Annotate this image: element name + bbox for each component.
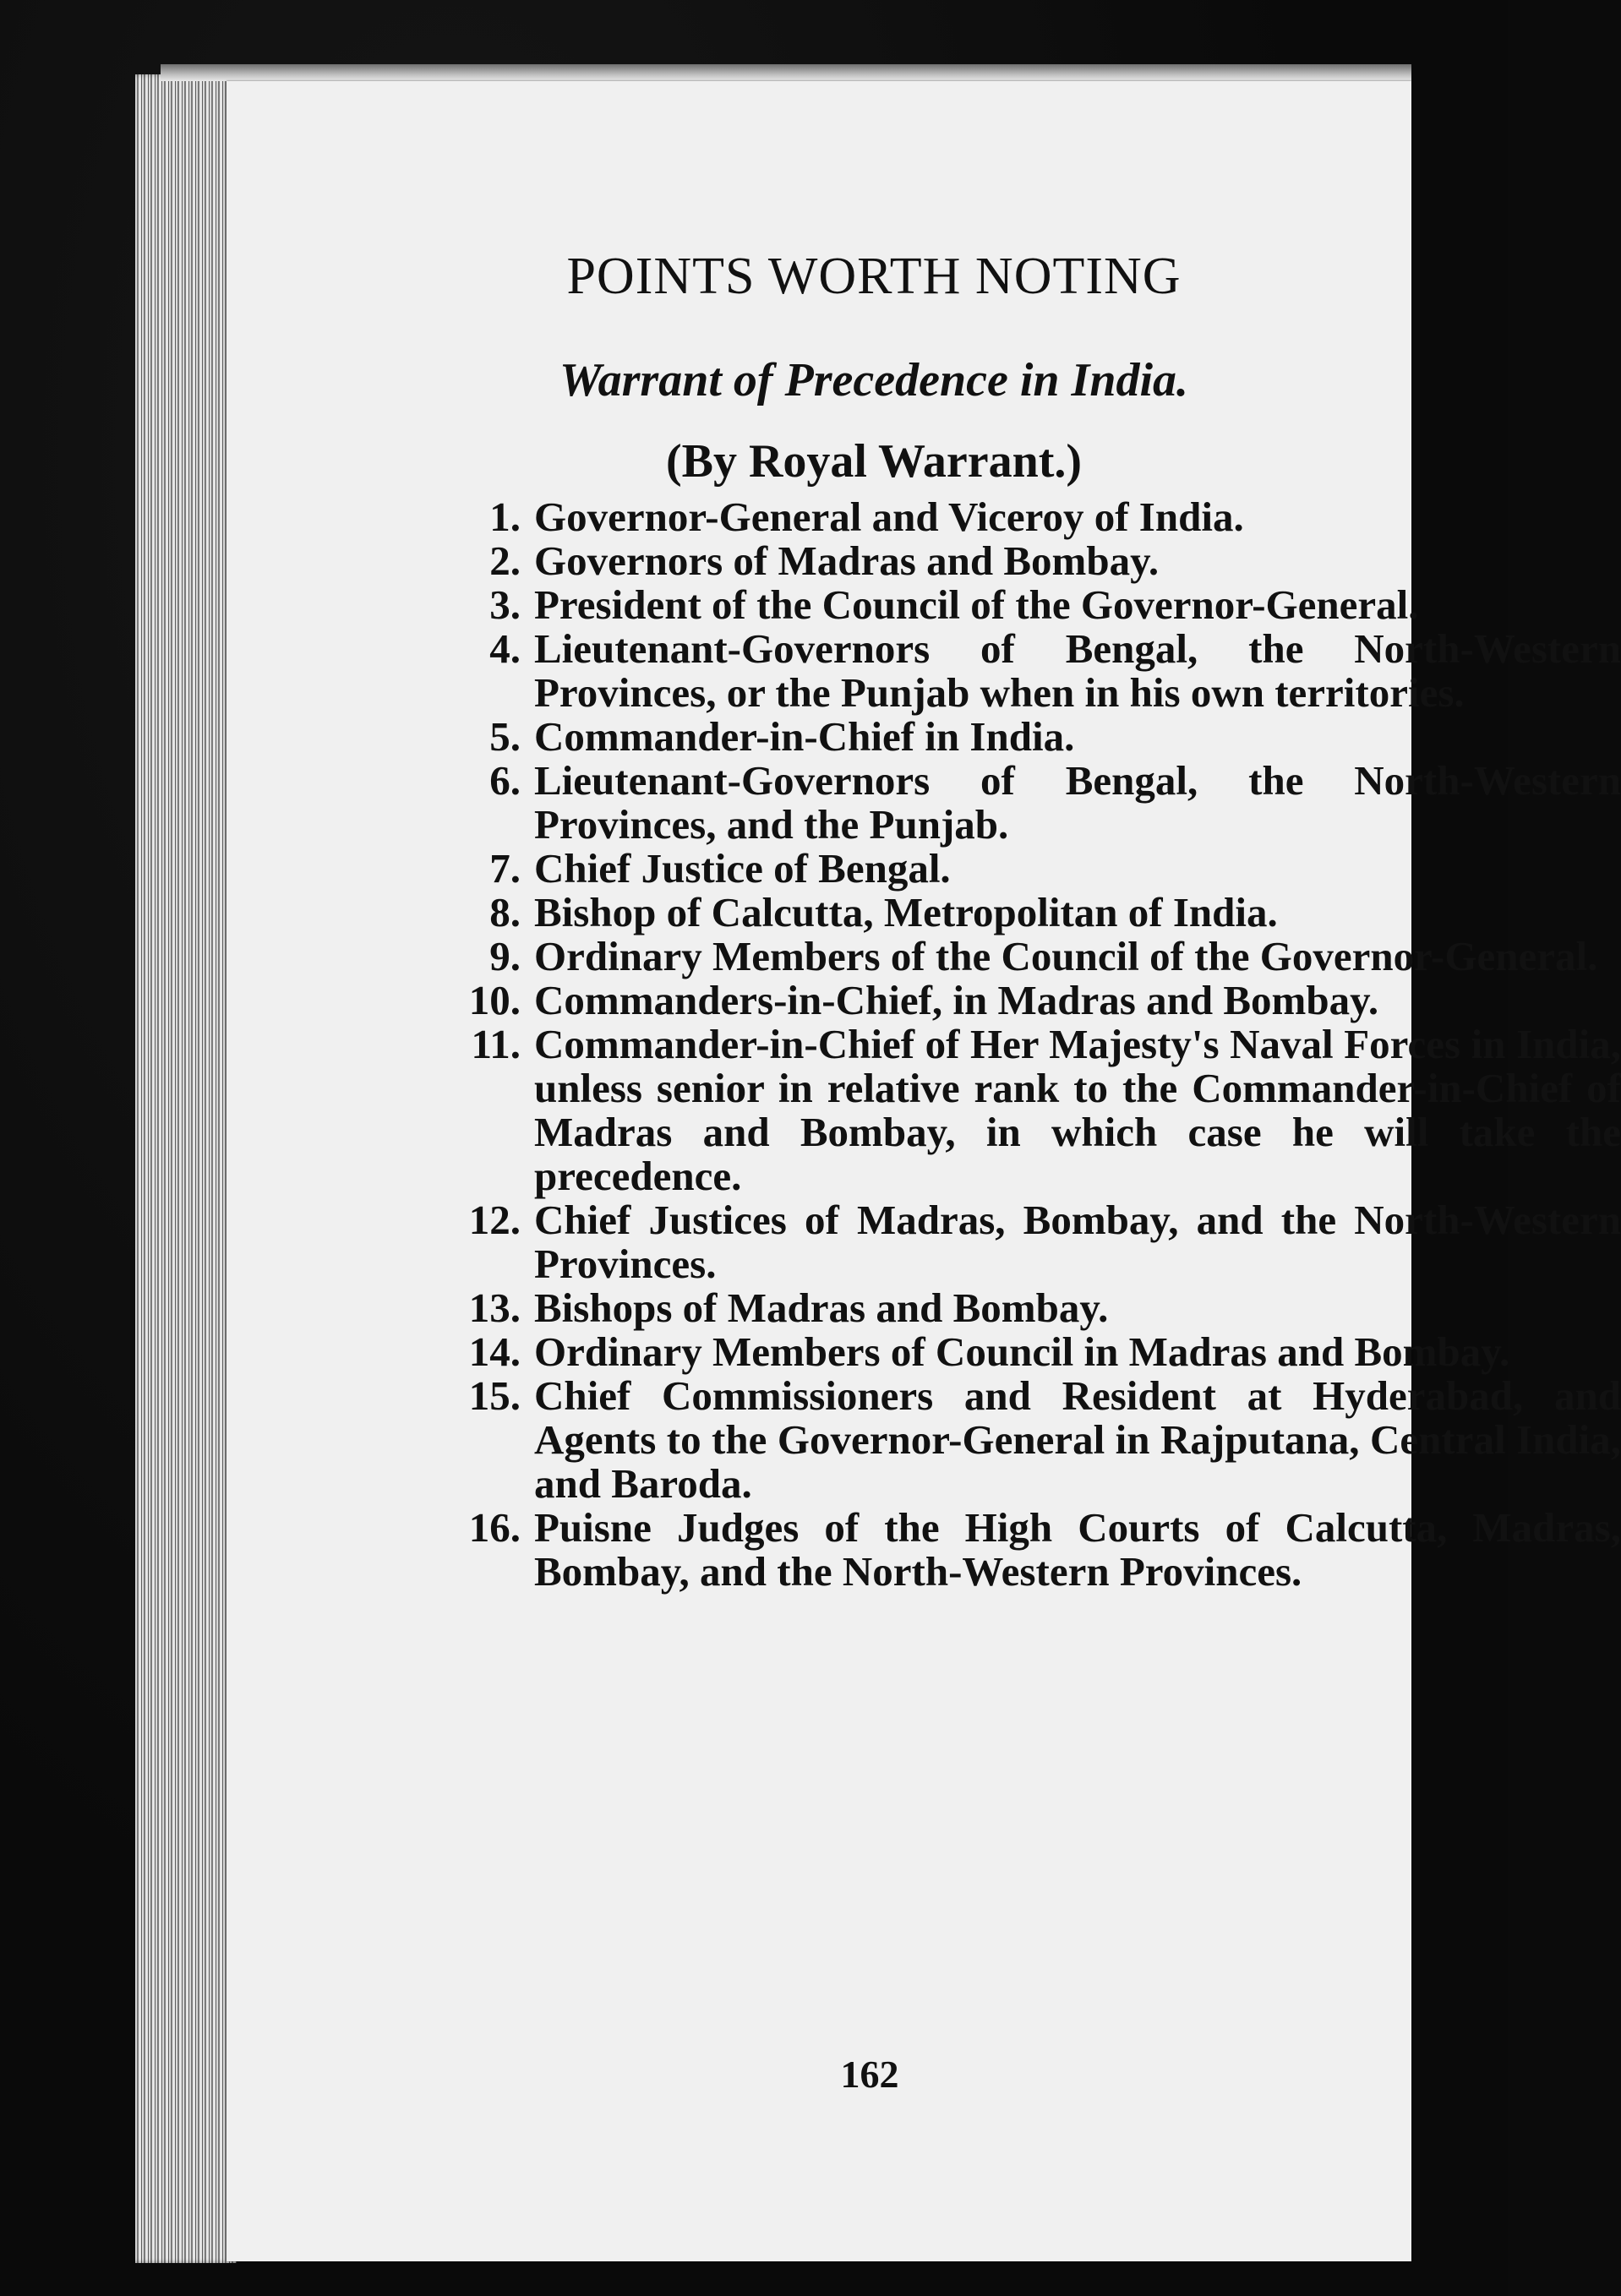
list-item: [441, 1506, 1621, 1594]
list-item: [441, 935, 1621, 979]
item-text: Commanders-in-Chief, in Madras and Bombay.: [534, 977, 1379, 1023]
item-number: 1.: [489, 494, 521, 540]
item-text: Chief Justice of Bengal.: [534, 845, 951, 892]
section-authority: (By Royal Warrant.): [665, 435, 1083, 488]
precedence-list: [441, 495, 1621, 1594]
page-number: 162: [840, 2053, 899, 2096]
item-number: 10.: [468, 977, 521, 1023]
item-number: 6.: [489, 757, 521, 804]
list-item: [441, 1198, 1621, 1286]
item-text: Chief Justices of Madras, Bombay, and the North-Western Provinces.: [534, 1197, 1621, 1287]
item-number: 8.: [489, 889, 521, 935]
item-text: Governors of Madras and Bombay.: [534, 537, 1160, 584]
item-number: 14.: [468, 1328, 521, 1375]
list-item: [441, 583, 1621, 627]
item-text: Bishops of Madras and Bombay.: [534, 1284, 1109, 1331]
item-text: Governor-General and Viceroy of India.: [534, 494, 1244, 540]
item-number: 7.: [489, 845, 521, 892]
list-item: [441, 1286, 1621, 1330]
item-text: Puisne Judges of the High Courts of Calcutta, Madras, Bombay, and the North-Western Provinces.: [534, 1504, 1621, 1595]
item-number: 12.: [468, 1197, 521, 1243]
book-top-edge: [161, 64, 1411, 81]
book-page-edges: [135, 74, 237, 2263]
item-number: 16.: [468, 1504, 521, 1551]
list-item: [441, 979, 1621, 1023]
item-text: Commander-in-Chief in India.: [534, 713, 1075, 760]
item-text: Ordinary Members of Council in Madras and Bombay.: [534, 1328, 1510, 1375]
page-content: [227, 81, 1621, 2261]
list-item: [441, 847, 1621, 891]
list-item: [441, 715, 1621, 759]
item-number: 11.: [471, 1021, 521, 1067]
item-text: Lieutenant-Governors of Bengal, the North-Western Provinces, and the Punjab.: [534, 757, 1621, 848]
section-title: Warrant of Precedence in India.: [559, 354, 1189, 406]
item-text: Commander-in-Chief of Her Majesty's Naval Forces in India, unless senior in relative rank to the Commander-in-Chief of Madras and Bombay, in which case he will take the precedence.: [534, 1021, 1621, 1199]
item-number: 4.: [489, 625, 521, 672]
book-page: [227, 81, 1621, 2261]
list-item: [441, 891, 1621, 935]
list-item: [441, 495, 1621, 539]
list-item: [441, 759, 1621, 847]
list-item: [441, 1374, 1621, 1506]
list-item: [441, 539, 1621, 583]
item-number: 13.: [468, 1284, 521, 1331]
list-item: [441, 1023, 1621, 1198]
item-number: 3.: [489, 581, 521, 628]
list-item: [441, 1330, 1621, 1374]
item-number: 5.: [489, 713, 521, 760]
item-text: Ordinary Members of the Council of the Governor-General.: [534, 933, 1598, 979]
item-text: Chief Commissioners and Resident at Hyderabad, and Agents to the Governor-General in Rajputana, Central India, and Baroda.: [534, 1372, 1621, 1507]
page-heading: POINTS WORTH NOTING: [566, 248, 1182, 305]
list-item: [441, 627, 1621, 715]
item-text: Bishop of Calcutta, Metropolitan of India.: [534, 889, 1278, 935]
item-text: President of the Council of the Governor-General.: [534, 581, 1419, 628]
item-number: 9.: [489, 933, 521, 979]
item-number: 15.: [468, 1372, 521, 1419]
item-text: Lieutenant-Governors of Bengal, the North-Western Provinces, or the Punjab when in his own territories.: [534, 625, 1621, 716]
item-number: 2.: [489, 537, 521, 584]
